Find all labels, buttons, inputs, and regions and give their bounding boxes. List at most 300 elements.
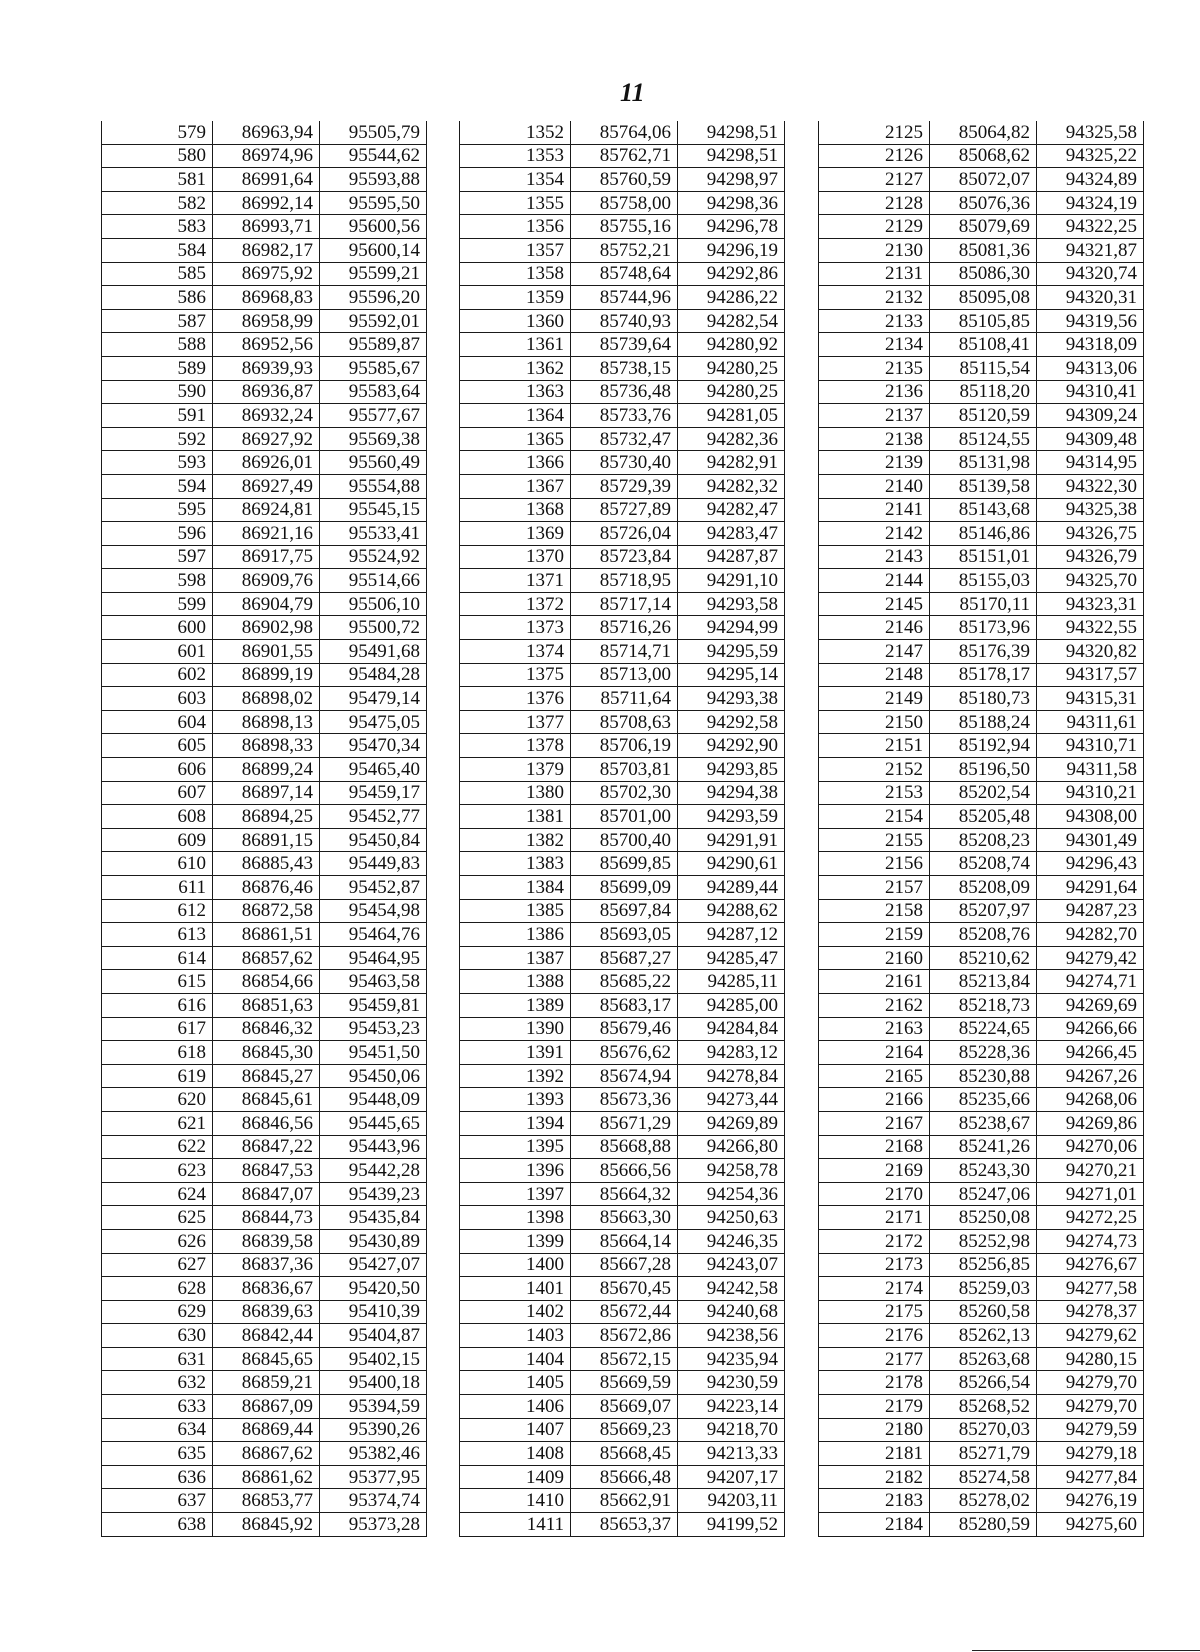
point-number-cell: 586 [102,286,213,310]
y-coordinate-cell: 94279,42 [1037,946,1144,970]
y-coordinate-cell: 94213,33 [678,1442,785,1466]
x-coordinate-cell: 85188,24 [930,710,1037,734]
point-number-cell: 592 [102,427,213,451]
x-coordinate-cell: 85673,36 [571,1088,678,1112]
table-row [102,663,427,687]
table-row [460,144,785,168]
y-coordinate-cell: 95554,88 [320,474,427,498]
point-number-cell: 2180 [819,1418,930,1442]
x-coordinate-cell: 85758,00 [571,191,678,215]
point-number-cell: 2131 [819,262,930,286]
table-row [819,687,1144,711]
x-coordinate-cell: 85247,06 [930,1182,1037,1206]
point-number-cell: 1357 [460,238,571,262]
point-number-cell: 2152 [819,758,930,782]
y-coordinate-cell: 95544,62 [320,144,427,168]
x-coordinate-cell: 85270,03 [930,1418,1037,1442]
table-row [819,852,1144,876]
point-number-cell: 622 [102,1135,213,1159]
point-number-cell: 1379 [460,758,571,782]
table-row [460,1277,785,1301]
table-row [819,1253,1144,1277]
table-row [819,1064,1144,1088]
point-number-cell: 1395 [460,1135,571,1159]
y-coordinate-cell: 95577,67 [320,404,427,428]
point-number-cell: 609 [102,828,213,852]
point-number-cell: 616 [102,993,213,1017]
y-coordinate-cell: 94203,11 [678,1489,785,1513]
x-coordinate-cell: 85280,59 [930,1513,1037,1537]
y-coordinate-cell: 95459,81 [320,993,427,1017]
table-row [819,1442,1144,1466]
x-coordinate-cell: 85664,32 [571,1182,678,1206]
point-number-cell: 628 [102,1277,213,1301]
y-coordinate-cell: 95453,23 [320,1017,427,1041]
y-coordinate-cell: 94282,91 [678,451,785,475]
x-coordinate-cell: 85205,48 [930,805,1037,829]
point-number-cell: 1408 [460,1442,571,1466]
table-row [819,356,1144,380]
table-row [102,1111,427,1135]
point-number-cell: 589 [102,356,213,380]
x-coordinate-cell: 85243,30 [930,1159,1037,1183]
table-row [460,1465,785,1489]
x-coordinate-cell: 85176,39 [930,640,1037,664]
y-coordinate-cell: 94325,38 [1037,498,1144,522]
table-row [460,451,785,475]
table-row [460,1442,785,1466]
y-coordinate-cell: 94279,59 [1037,1418,1144,1442]
x-coordinate-cell: 85736,48 [571,380,678,404]
y-coordinate-cell: 95450,84 [320,828,427,852]
table-row [460,1064,785,1088]
table-row [819,1489,1144,1513]
y-coordinate-cell: 95452,77 [320,805,427,829]
y-coordinate-cell: 94324,19 [1037,191,1144,215]
table-row [102,1088,427,1112]
table-row [102,1324,427,1348]
point-number-cell: 1368 [460,498,571,522]
point-number-cell: 1403 [460,1324,571,1348]
point-number-cell: 638 [102,1513,213,1537]
y-coordinate-cell: 94274,73 [1037,1229,1144,1253]
table-row [460,946,785,970]
y-coordinate-cell: 94280,25 [678,356,785,380]
y-coordinate-cell: 94246,35 [678,1229,785,1253]
y-coordinate-cell: 95491,68 [320,640,427,664]
table-row [102,1277,427,1301]
table-row [819,522,1144,546]
point-number-cell: 1369 [460,522,571,546]
y-coordinate-cell: 94293,59 [678,805,785,829]
y-coordinate-cell: 95450,06 [320,1064,427,1088]
x-coordinate-cell: 85708,63 [571,710,678,734]
point-number-cell: 624 [102,1182,213,1206]
y-coordinate-cell: 94254,36 [678,1182,785,1206]
table-row [819,380,1144,404]
table-row [819,781,1144,805]
y-coordinate-cell: 94291,91 [678,828,785,852]
x-coordinate-cell: 86847,53 [213,1159,320,1183]
table-row [460,121,785,144]
table-row [102,121,427,144]
point-number-cell: 1375 [460,663,571,687]
x-coordinate-cell: 85271,79 [930,1442,1037,1466]
point-number-cell: 1359 [460,286,571,310]
point-number-cell: 1355 [460,191,571,215]
y-coordinate-cell: 94277,58 [1037,1277,1144,1301]
y-coordinate-cell: 94278,84 [678,1064,785,1088]
y-coordinate-cell: 94319,56 [1037,309,1144,333]
x-coordinate-cell: 86845,65 [213,1347,320,1371]
table-row [460,380,785,404]
y-coordinate-cell: 94287,23 [1037,899,1144,923]
point-number-cell: 1409 [460,1465,571,1489]
y-coordinate-cell: 94243,07 [678,1253,785,1277]
point-number-cell: 1401 [460,1277,571,1301]
point-number-cell: 1399 [460,1229,571,1253]
point-number-cell: 619 [102,1064,213,1088]
point-number-cell: 623 [102,1159,213,1183]
table-row [819,993,1144,1017]
point-number-cell: 1400 [460,1253,571,1277]
y-coordinate-cell: 94277,84 [1037,1465,1144,1489]
y-coordinate-cell: 95427,07 [320,1253,427,1277]
x-coordinate-cell: 86899,24 [213,758,320,782]
point-number-cell: 1372 [460,592,571,616]
table-row [819,404,1144,428]
x-coordinate-cell: 85674,94 [571,1064,678,1088]
y-coordinate-cell: 94267,26 [1037,1064,1144,1088]
point-number-cell: 2143 [819,545,930,569]
y-coordinate-cell: 95420,50 [320,1277,427,1301]
x-coordinate-cell: 85693,05 [571,923,678,947]
x-coordinate-cell: 85079,69 [930,215,1037,239]
table-row [819,734,1144,758]
y-coordinate-cell: 94321,87 [1037,238,1144,262]
y-coordinate-cell: 95463,58 [320,970,427,994]
table-row [819,286,1144,310]
y-coordinate-cell: 94293,85 [678,758,785,782]
point-number-cell: 2142 [819,522,930,546]
table-row [102,805,427,829]
table-row [102,1206,427,1230]
point-number-cell: 606 [102,758,213,782]
table-row [460,805,785,829]
point-number-cell: 1396 [460,1159,571,1183]
x-coordinate-cell: 85108,41 [930,333,1037,357]
point-number-cell: 2134 [819,333,930,357]
x-coordinate-cell: 86917,75 [213,545,320,569]
x-coordinate-cell: 85703,81 [571,758,678,782]
point-number-cell: 599 [102,592,213,616]
x-coordinate-cell: 85670,45 [571,1277,678,1301]
point-number-cell: 1371 [460,569,571,593]
x-coordinate-cell: 85662,91 [571,1489,678,1513]
table-row [102,404,427,428]
point-number-cell: 626 [102,1229,213,1253]
point-number-cell: 600 [102,616,213,640]
y-coordinate-cell: 94296,19 [678,238,785,262]
x-coordinate-cell: 86993,71 [213,215,320,239]
point-number-cell: 2147 [819,640,930,664]
table-row [819,451,1144,475]
point-number-cell: 588 [102,333,213,357]
point-number-cell: 1363 [460,380,571,404]
table-row [102,1229,427,1253]
x-coordinate-cell: 85701,00 [571,805,678,829]
point-number-cell: 618 [102,1041,213,1065]
x-coordinate-cell: 85208,74 [930,852,1037,876]
y-coordinate-cell: 94282,36 [678,427,785,451]
point-number-cell: 1397 [460,1182,571,1206]
table-row [102,427,427,451]
y-coordinate-cell: 95484,28 [320,663,427,687]
x-coordinate-cell: 86846,32 [213,1017,320,1041]
y-coordinate-cell: 95465,40 [320,758,427,782]
x-coordinate-cell: 85120,59 [930,404,1037,428]
y-coordinate-cell: 95592,01 [320,309,427,333]
x-coordinate-cell: 85718,95 [571,569,678,593]
x-coordinate-cell: 85702,30 [571,781,678,805]
y-coordinate-cell: 95442,28 [320,1159,427,1183]
point-number-cell: 1384 [460,876,571,900]
table-row [819,970,1144,994]
y-coordinate-cell: 95410,39 [320,1300,427,1324]
table-row [102,616,427,640]
y-coordinate-cell: 94322,30 [1037,474,1144,498]
table-row [102,451,427,475]
point-number-cell: 2135 [819,356,930,380]
x-coordinate-cell: 85207,97 [930,899,1037,923]
point-number-cell: 613 [102,923,213,947]
point-number-cell: 581 [102,168,213,192]
x-coordinate-cell: 85086,30 [930,262,1037,286]
point-number-cell: 615 [102,970,213,994]
y-coordinate-cell: 95373,28 [320,1513,427,1537]
point-number-cell: 620 [102,1088,213,1112]
table-row [460,1324,785,1348]
x-coordinate-cell: 85230,88 [930,1064,1037,1088]
y-coordinate-cell: 94298,36 [678,191,785,215]
point-number-cell: 2168 [819,1135,930,1159]
table-row [460,1182,785,1206]
y-coordinate-cell: 95448,09 [320,1088,427,1112]
table-row [819,876,1144,900]
point-number-cell: 2162 [819,993,930,1017]
x-coordinate-cell: 86867,62 [213,1442,320,1466]
x-coordinate-cell: 85667,28 [571,1253,678,1277]
x-coordinate-cell: 86958,99 [213,309,320,333]
x-coordinate-cell: 86869,44 [213,1418,320,1442]
x-coordinate-cell: 86963,94 [213,121,320,144]
y-coordinate-cell: 94310,71 [1037,734,1144,758]
x-coordinate-cell: 86845,30 [213,1041,320,1065]
point-number-cell: 1358 [460,262,571,286]
y-coordinate-cell: 95390,26 [320,1418,427,1442]
x-coordinate-cell: 85250,08 [930,1206,1037,1230]
y-coordinate-cell: 94235,94 [678,1347,785,1371]
y-coordinate-cell: 94273,44 [678,1088,785,1112]
table-row [819,498,1144,522]
y-coordinate-cell: 95599,21 [320,262,427,286]
x-coordinate-cell: 86867,09 [213,1395,320,1419]
y-coordinate-cell: 94288,62 [678,899,785,923]
y-coordinate-cell: 95435,84 [320,1206,427,1230]
x-coordinate-cell: 85711,64 [571,687,678,711]
x-coordinate-cell: 86846,56 [213,1111,320,1135]
x-coordinate-cell: 86909,76 [213,569,320,593]
x-coordinate-cell: 86861,51 [213,923,320,947]
y-coordinate-cell: 94292,86 [678,262,785,286]
point-number-cell: 1381 [460,805,571,829]
y-coordinate-cell: 94270,21 [1037,1159,1144,1183]
point-number-cell: 1406 [460,1395,571,1419]
table-row [102,286,427,310]
point-number-cell: 1392 [460,1064,571,1088]
table-row [819,309,1144,333]
table-row [819,1513,1144,1537]
x-coordinate-cell: 85146,86 [930,522,1037,546]
x-coordinate-cell: 85263,68 [930,1347,1037,1371]
point-number-cell: 2127 [819,168,930,192]
point-number-cell: 580 [102,144,213,168]
y-coordinate-cell: 94268,06 [1037,1088,1144,1112]
x-coordinate-cell: 86854,66 [213,970,320,994]
x-coordinate-cell: 85733,76 [571,404,678,428]
point-number-cell: 2125 [819,121,930,144]
x-coordinate-cell: 85208,76 [930,923,1037,947]
y-coordinate-cell: 95404,87 [320,1324,427,1348]
point-number-cell: 629 [102,1300,213,1324]
table-row [819,121,1144,144]
y-coordinate-cell: 94278,37 [1037,1300,1144,1324]
table-row [460,923,785,947]
table-row [819,168,1144,192]
point-number-cell: 610 [102,852,213,876]
point-number-cell: 630 [102,1324,213,1348]
table-row [819,144,1144,168]
x-coordinate-cell: 85208,09 [930,876,1037,900]
y-coordinate-cell: 94320,82 [1037,640,1144,664]
point-number-cell: 625 [102,1206,213,1230]
point-number-cell: 590 [102,380,213,404]
x-coordinate-cell: 85076,36 [930,191,1037,215]
y-coordinate-cell: 95394,59 [320,1395,427,1419]
point-number-cell: 611 [102,876,213,900]
x-coordinate-cell: 85669,59 [571,1371,678,1395]
point-number-cell: 2166 [819,1088,930,1112]
coordinate-table-1 [101,121,427,1537]
x-coordinate-cell: 85260,58 [930,1300,1037,1324]
y-coordinate-cell: 95583,64 [320,380,427,404]
table-row [102,876,427,900]
point-number-cell: 1391 [460,1041,571,1065]
x-coordinate-cell: 85738,15 [571,356,678,380]
x-coordinate-cell: 86845,27 [213,1064,320,1088]
y-coordinate-cell: 94317,57 [1037,663,1144,687]
point-number-cell: 2156 [819,852,930,876]
x-coordinate-cell: 86926,01 [213,451,320,475]
y-coordinate-cell: 94281,05 [678,404,785,428]
y-coordinate-cell: 94292,58 [678,710,785,734]
point-number-cell: 591 [102,404,213,428]
table-row [460,1395,785,1419]
table-row [460,333,785,357]
y-coordinate-cell: 94282,32 [678,474,785,498]
table-row [102,734,427,758]
x-coordinate-cell: 85072,07 [930,168,1037,192]
x-coordinate-cell: 85235,66 [930,1088,1037,1112]
table-row [102,1489,427,1513]
table-row [460,852,785,876]
y-coordinate-cell: 94275,60 [1037,1513,1144,1537]
y-coordinate-cell: 94283,47 [678,522,785,546]
table-row [460,1513,785,1537]
x-coordinate-cell: 85748,64 [571,262,678,286]
y-coordinate-cell: 95505,79 [320,121,427,144]
point-number-cell: 602 [102,663,213,687]
y-coordinate-cell: 94240,68 [678,1300,785,1324]
y-coordinate-cell: 94320,31 [1037,286,1144,310]
point-number-cell: 2126 [819,144,930,168]
table-row [102,923,427,947]
point-number-cell: 2172 [819,1229,930,1253]
table-row [460,1159,785,1183]
y-coordinate-cell: 94324,89 [1037,168,1144,192]
y-coordinate-cell: 94298,51 [678,121,785,144]
point-number-cell: 2148 [819,663,930,687]
table-row [819,1300,1144,1324]
y-coordinate-cell: 95400,18 [320,1371,427,1395]
point-number-cell: 579 [102,121,213,144]
table-row [460,1206,785,1230]
x-coordinate-cell: 86853,77 [213,1489,320,1513]
x-coordinate-cell: 86836,67 [213,1277,320,1301]
y-coordinate-cell: 94294,99 [678,616,785,640]
x-coordinate-cell: 86927,49 [213,474,320,498]
table-row [819,1229,1144,1253]
table-row [102,828,427,852]
table-row [102,380,427,404]
x-coordinate-cell: 85268,52 [930,1395,1037,1419]
table-row [102,474,427,498]
x-coordinate-cell: 86898,13 [213,710,320,734]
y-coordinate-cell: 94322,55 [1037,616,1144,640]
y-coordinate-cell: 95449,83 [320,852,427,876]
x-coordinate-cell: 86924,81 [213,498,320,522]
point-number-cell: 2132 [819,286,930,310]
x-coordinate-cell: 86952,56 [213,333,320,357]
table-row [102,1064,427,1088]
y-coordinate-cell: 94266,80 [678,1135,785,1159]
y-coordinate-cell: 94266,66 [1037,1017,1144,1041]
y-coordinate-cell: 94266,45 [1037,1041,1144,1065]
y-coordinate-cell: 94218,70 [678,1418,785,1442]
point-number-cell: 612 [102,899,213,923]
point-number-cell: 614 [102,946,213,970]
point-number-cell: 1398 [460,1206,571,1230]
x-coordinate-cell: 85228,36 [930,1041,1037,1065]
x-coordinate-cell: 85706,19 [571,734,678,758]
table-row [102,1513,427,1537]
x-coordinate-cell: 85178,17 [930,663,1037,687]
y-coordinate-cell: 95524,92 [320,545,427,569]
point-number-cell: 604 [102,710,213,734]
x-coordinate-cell: 85672,44 [571,1300,678,1324]
x-coordinate-cell: 85143,68 [930,498,1037,522]
table-row [460,1135,785,1159]
